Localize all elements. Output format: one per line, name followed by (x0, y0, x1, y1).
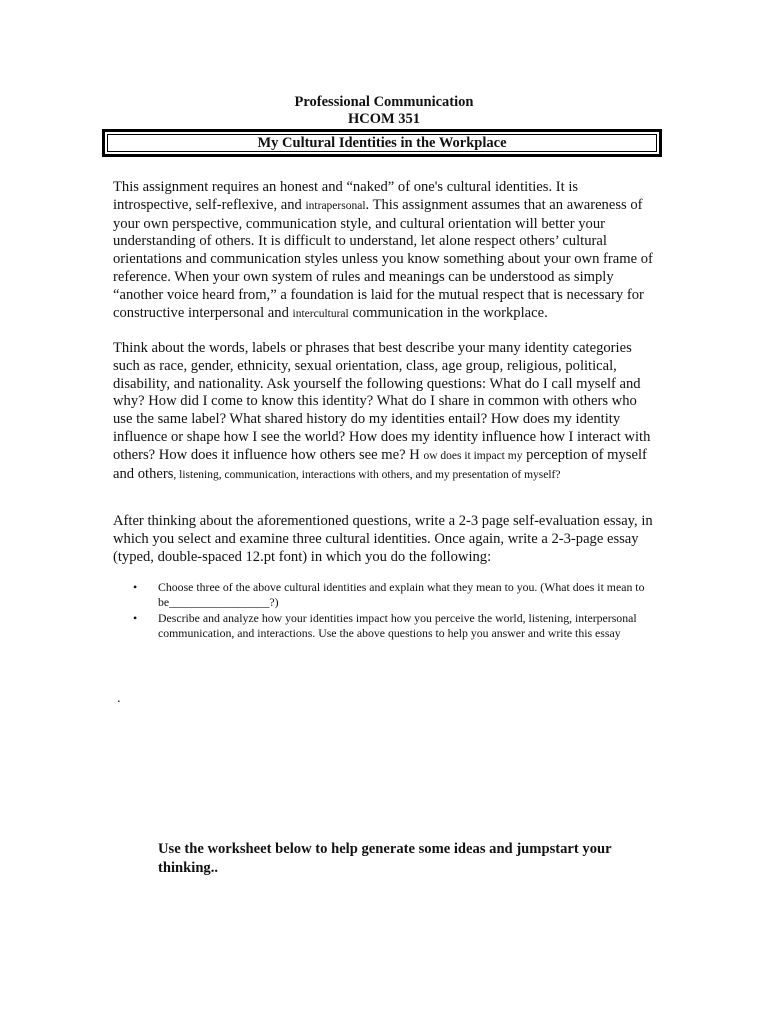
questions-paragraph (113, 340, 658, 484)
course-title: Professional Communication (294, 94, 474, 110)
essay-instructions-paragraph: After thinking about the aforementioned questions, write a 2-3 page self-evaluation essay, in which you select and examine three cultural identities. Once again, write a 2-3-page essay (typed, double-spaced 12.pt font) in which you do the following: (113, 513, 653, 565)
intro-term-intercultural: intercultural (292, 307, 349, 320)
intro-text-3: communication in the workplace. (348, 304, 548, 321)
stray-period: . (117, 691, 121, 706)
intro-text-1: This assignment requires an honest and “naked” of one's cultural identities. It is introspective, self-reflexive, and (113, 179, 579, 213)
questions-text-1: Think about the words, labels or phrases that best describe your many identity categories such as race, gender, ethnicity, sexual orientation, class, age group, religious, political, disability, and nationality. Ask yourself the following questions: What do I call myself and why? How did I come to know this identity? What do I share in common with others who use the same label? What shared history do my identities entail? How does my identity influence or shape how I see the world? How does my identity influence how I interact with others? How does it influence how others see me? H (113, 340, 651, 463)
intro-text-2: . This assignment assumes that an awareness of your own perspective, communication style, and cultural orientation will better your understanding of others. It is difficult to understand, let alone respect others’ cultural orientations and communication styles unless you know something about your own frame of reference. When your own system of rules and meanings can be understood as simply “another voice heard from,” a foundation is laid for the mutual respect that is necessary for constructive interpersonal and (113, 196, 653, 321)
task-2-text: Describe and analyze how your identities impact how you perceive the world, listening, interpersonal communication, and interactions. Use the above questions to help you answer and write this essay (158, 611, 637, 640)
list-item (133, 611, 653, 641)
bullet-icon: • (133, 611, 138, 625)
task-1-text: Choose three of the above cultural identities and explain what they mean to you. (What does it mean to be_________________?) (158, 580, 645, 609)
course-code: HCOM 351 (347, 111, 421, 127)
questions-text-2: perception of myself and others (113, 446, 647, 482)
assignment-title-box (102, 129, 662, 157)
intro-paragraph (113, 179, 658, 323)
bullet-icon: • (133, 580, 138, 594)
intro-term-intrapersonal: intrapersonal (305, 199, 366, 212)
list-item (133, 580, 653, 610)
worksheet-note: Use the worksheet below to help generate some ideas and jumpstart your thinking.. (158, 841, 612, 876)
questions-small-2: , listening, communication, interactions with others, and my presentation of myself? (173, 468, 561, 481)
assignment-title: My Cultural Identities in the Workplace (107, 134, 657, 152)
task-list (133, 580, 653, 642)
questions-small-1: ow does it impact my (423, 449, 523, 462)
